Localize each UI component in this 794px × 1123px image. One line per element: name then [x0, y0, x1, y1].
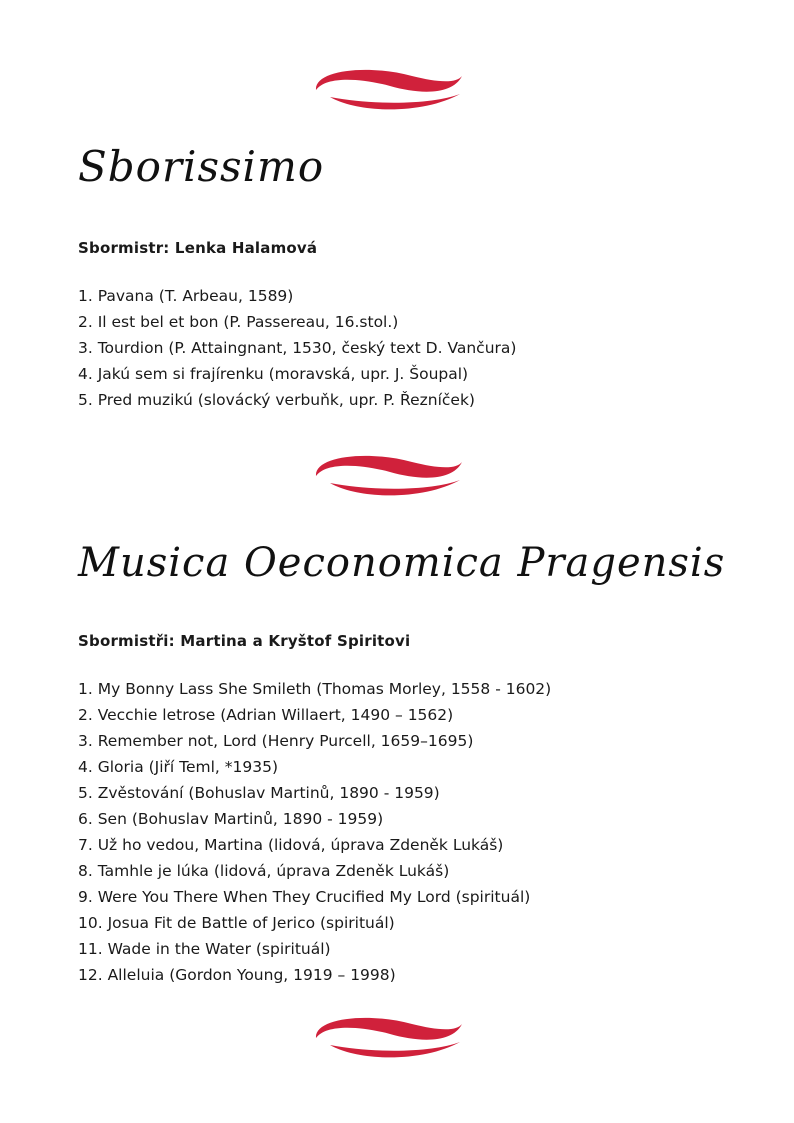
list-item: 10. Josua Fit de Battle of Jerico (spirituál): [78, 914, 395, 932]
list-item: 1. My Bonny Lass She Smileth (Thomas Morley, 1558 - 1602): [78, 680, 552, 698]
list-item: 3. Remember not, Lord (Henry Purcell, 1659–1695): [78, 732, 474, 750]
choir-title-musica-oeconomica-pragensis: Musica Oeconomica Pragensis: [78, 540, 726, 586]
list-item: 4. Jakú sem si frajírenku (moravská, upr. J. Šoupal): [78, 365, 469, 383]
list-item: 5. Pred muzikú (slovácký verbuňk, upr. P. Řezníček): [78, 391, 475, 409]
list-item: 11. Wade in the Water (spirituál): [78, 940, 331, 958]
list-item: 7. Už ho vedou, Martina (lidová, úprava Zdeněk Lukáš): [78, 836, 504, 854]
red-swirl-ornament-icon: [308, 1012, 468, 1062]
list-item: 6. Sen (Bohuslav Martinů, 1890 - 1959): [78, 810, 384, 828]
program-list-sborissimo: [78, 283, 516, 413]
choirmaster-line: Sbormistr: Lenka Halamová: [78, 239, 318, 257]
list-item: 4. Gloria (Jiří Teml, *1935): [78, 758, 279, 776]
list-item: 1. Pavana (T. Arbeau, 1589): [78, 287, 294, 305]
program-list-musica-oeconomica-pragensis: [78, 676, 551, 988]
list-item: 3. Tourdion (P. Attaingnant, 1530, český text D. Vančura): [78, 339, 517, 357]
red-swirl-ornament-icon: [308, 450, 468, 500]
list-item: 9. Were You There When They Crucified My Lord (spirituál): [78, 888, 531, 906]
list-item: 2. Vecchie letrose (Adrian Willaert, 1490 – 1562): [78, 706, 454, 724]
list-item: 8. Tamhle je lúka (lidová, úprava Zdeněk Lukáš): [78, 862, 450, 880]
list-item: 2. Il est bel et bon (P. Passereau, 16.stol.): [78, 313, 399, 331]
list-item: 12. Alleluia (Gordon Young, 1919 – 1998): [78, 966, 396, 984]
red-swirl-ornament-icon: [308, 64, 468, 114]
choirmaster-line: Sbormistři: Martina a Kryštof Spiritovi: [78, 632, 411, 650]
choir-title-sborissimo: Sborissimo: [78, 142, 325, 191]
list-item: 5. Zvěstování (Bohuslav Martinů, 1890 - 1959): [78, 784, 440, 802]
